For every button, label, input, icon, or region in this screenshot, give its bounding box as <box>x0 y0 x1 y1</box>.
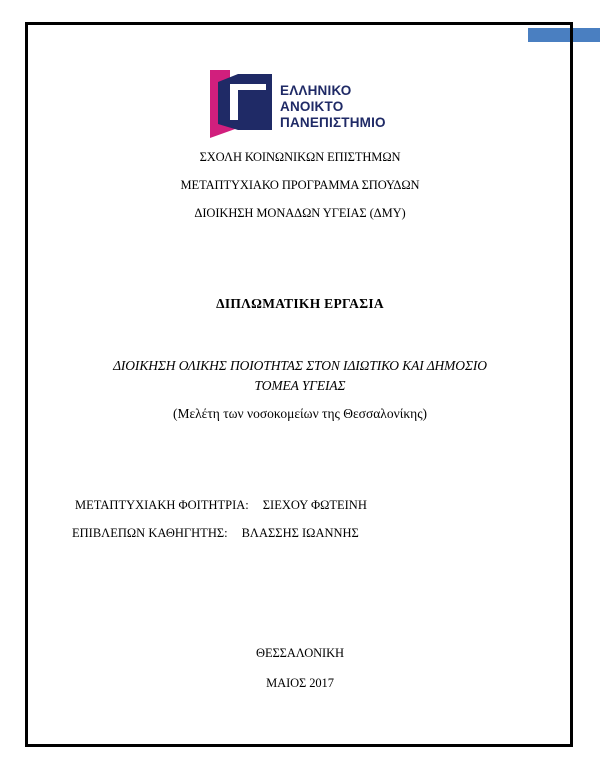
school-name: ΣΧΟΛΗ ΚΟΙΝΩΝΙΚΩΝ ΕΠΙΣΤΗΜΩΝ <box>199 150 401 164</box>
student-label: ΜΕΤΑΠΤΥΧΙΑΚΗ ΦΟΙΤΗΤΡΙΑ: <box>75 498 249 512</box>
supervisor-name: ΒΛΑΣΣΗΣ ΙΩΑΝΝΗΣ <box>241 526 359 540</box>
logo-line-1: ΕΛΛΗΝΙΚΟ <box>280 83 352 98</box>
thesis-type: ΔΙΠΛΩΜΑΤΙΚΗ ΕΡΓΑΣΙΑ <box>216 296 384 311</box>
date: ΜΑΙΟΣ 2017 <box>266 676 334 690</box>
city: ΘΕΣΣΑΛΟΝΙΚΗ <box>256 646 344 660</box>
student-row <box>75 498 367 513</box>
program-name: ΜΕΤΑΠΤΥΧΙΑΚΟ ΠΡΟΓΡΑΜΜΑ ΣΠΟΥΔΩΝ <box>180 178 420 192</box>
logo-line-2: ΑΝΟΙΚΤΟ <box>280 99 344 114</box>
specialization-name: ΔΙΟΙΚΗΣΗ ΜΟΝΑΔΩΝ ΥΓΕΙΑΣ (ΔΜΥ) <box>194 206 406 220</box>
thesis-title-line-2: ΤΟΜΕΑ ΥΓΕΙΑΣ <box>254 378 346 393</box>
logo-wordmark <box>280 83 386 131</box>
thesis-title-line-1: ΔΙΟΙΚΗΣΗ ΟΛΙΚΗΣ ΠΟΙΟΤΗΤΑΣ ΣΤΟΝ ΙΔΙΩΤΙΚΟ ΚΑΙ ΔΗΜΟΣΙΟ <box>113 358 487 373</box>
thesis-subtitle: (Μελέτη των νοσοκομείων της Θεσσαλονίκης) <box>172 406 428 421</box>
supervisor-label: ΕΠΙΒΛΕΠΩΝ ΚΑΘΗΓΗΤΗΣ: <box>72 526 228 540</box>
supervisor-row <box>72 526 359 541</box>
student-name: ΣΙΕΧΟΥ ΦΩΤΕΙΝΗ <box>262 498 367 512</box>
logo-line-3: ΠΑΝΕΠΙΣΤΗΜΙΟ <box>280 115 386 130</box>
